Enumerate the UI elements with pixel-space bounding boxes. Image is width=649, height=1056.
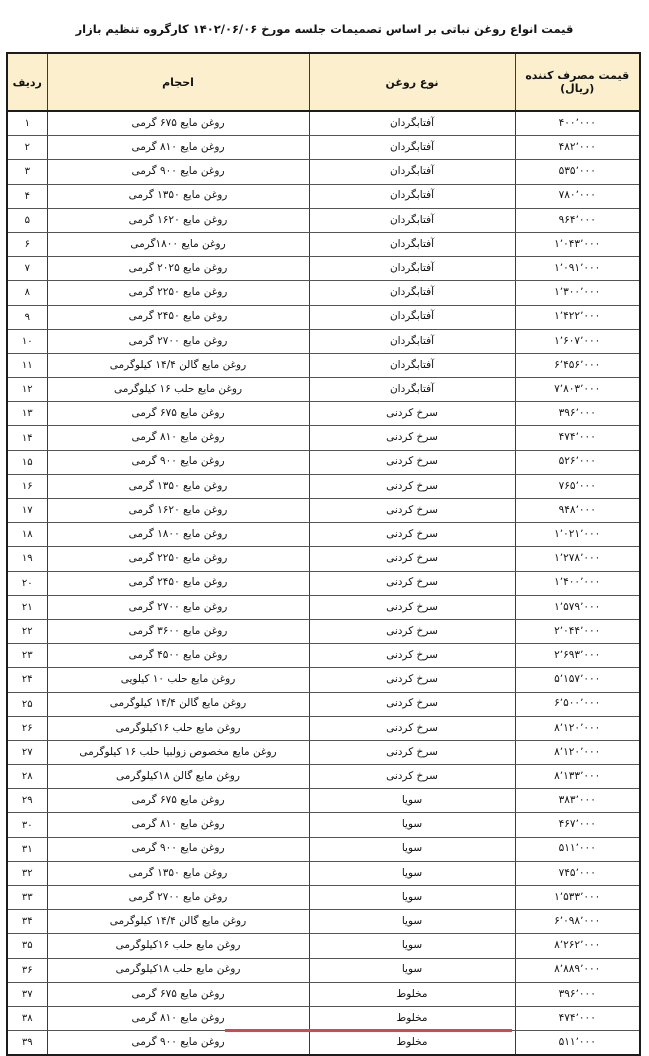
- cell-consumer-price: ۸٬۸۸۹٬۰۰۰: [515, 958, 640, 982]
- cell-oil-type: سرخ کردنی: [309, 547, 515, 571]
- cell-oil-type: سرخ کردنی: [309, 426, 515, 450]
- cell-oil-type: سرخ کردنی: [309, 450, 515, 474]
- table-row: [7, 668, 640, 692]
- cell-volume: روغن مایع حلب ۱۰ کیلویی: [47, 668, 309, 692]
- cell-oil-type: سرخ کردنی: [309, 668, 515, 692]
- cell-oil-type: آفتابگردان: [309, 305, 515, 329]
- table-row: [7, 329, 640, 353]
- price-table-container: [8, 52, 641, 1056]
- cell-row-number: ۱۵: [7, 450, 47, 474]
- cell-row-number: ۲۷: [7, 740, 47, 764]
- table-row: [7, 813, 640, 837]
- cell-consumer-price: ۹۴۸٬۰۰۰: [515, 499, 640, 523]
- cell-row-number: ۲: [7, 136, 47, 160]
- column-header-row-number: ردیف: [7, 53, 47, 111]
- cell-row-number: ۵: [7, 208, 47, 232]
- table-header: [7, 53, 640, 111]
- cell-oil-type: سویا: [309, 934, 515, 958]
- cell-volume: روغن مایع ۱۶۲۰ گرمی: [47, 208, 309, 232]
- cell-row-number: ۶: [7, 232, 47, 256]
- cell-volume: روغن مایع حلب ۱۶ کیلوگرمی: [47, 378, 309, 402]
- table-row: [7, 1031, 640, 1056]
- column-header-oil-type: نوع روغن: [309, 53, 515, 111]
- cell-row-number: ۳۸: [7, 1006, 47, 1030]
- cell-oil-type: سرخ کردنی: [309, 765, 515, 789]
- cell-row-number: ۱۳: [7, 402, 47, 426]
- cell-volume: روغن مایع ۲۲۵۰ گرمی: [47, 281, 309, 305]
- cell-oil-type: آفتابگردان: [309, 378, 515, 402]
- column-header-consumer-price: قیمت مصرف کننده (ریال): [515, 53, 640, 111]
- cell-row-number: ۲۴: [7, 668, 47, 692]
- cell-consumer-price: ۵۳۵٬۰۰۰: [515, 160, 640, 184]
- cell-consumer-price: ۱٬۰۲۱٬۰۰۰: [515, 523, 640, 547]
- cell-consumer-price: ۱٬۰۹۱٬۰۰۰: [515, 257, 640, 281]
- cell-volume: روغن مایع ۱۶۲۰ گرمی: [47, 499, 309, 523]
- cell-row-number: ۸: [7, 281, 47, 305]
- cell-consumer-price: ۱٬۰۴۳٬۰۰۰: [515, 232, 640, 256]
- cell-consumer-price: ۸٬۱۲۰٬۰۰۰: [515, 716, 640, 740]
- cell-consumer-price: ۶٬۵۰۰٬۰۰۰: [515, 692, 640, 716]
- cell-oil-type: سویا: [309, 813, 515, 837]
- cell-volume: روغن مایع مخصوص زولبیا حلب ۱۶ کیلوگرمی: [47, 740, 309, 764]
- cell-consumer-price: ۸٬۱۲۰٬۰۰۰: [515, 740, 640, 764]
- cell-oil-type: مخلوط: [309, 1031, 515, 1056]
- cell-consumer-price: ۲٬۰۴۴٬۰۰۰: [515, 619, 640, 643]
- cell-oil-type: سویا: [309, 958, 515, 982]
- cell-row-number: ۱۰: [7, 329, 47, 353]
- cell-consumer-price: ۱٬۴۰۰٬۰۰۰: [515, 571, 640, 595]
- table-row: [7, 281, 640, 305]
- cell-row-number: ۴: [7, 184, 47, 208]
- cell-oil-type: آفتابگردان: [309, 329, 515, 353]
- cell-oil-type: آفتابگردان: [309, 353, 515, 377]
- cell-volume: روغن مایع ۸۱۰ گرمی: [47, 813, 309, 837]
- cell-consumer-price: ۱٬۳۰۰٬۰۰۰: [515, 281, 640, 305]
- table-row: [7, 450, 640, 474]
- cell-volume: روغن مایع گالن ۱۴/۴ کیلوگرمی: [47, 353, 309, 377]
- cell-oil-type: سرخ کردنی: [309, 740, 515, 764]
- cell-row-number: ۳۷: [7, 982, 47, 1006]
- cell-volume: روغن مایع ۹۰۰ گرمی: [47, 160, 309, 184]
- cell-consumer-price: ۵۱۱٬۰۰۰: [515, 837, 640, 861]
- cell-row-number: ۲۸: [7, 765, 47, 789]
- cell-oil-type: سرخ کردنی: [309, 644, 515, 668]
- cell-volume: روغن مایع ۱۸۰۰ گرمی: [47, 523, 309, 547]
- cell-consumer-price: ۶٬۴۵۶٬۰۰۰: [515, 353, 640, 377]
- cell-oil-type: آفتابگردان: [309, 208, 515, 232]
- table-row: [7, 474, 640, 498]
- cell-volume: روغن مایع ۱۳۵۰ گرمی: [47, 184, 309, 208]
- cell-row-number: ۳۵: [7, 934, 47, 958]
- cell-volume: روغن مایع ۲۷۰۰ گرمی: [47, 595, 309, 619]
- cell-consumer-price: ۶٬۰۹۸٬۰۰۰: [515, 910, 640, 934]
- cell-consumer-price: ۵۲۶٬۰۰۰: [515, 450, 640, 474]
- cell-oil-type: سرخ کردنی: [309, 523, 515, 547]
- table-row: [7, 208, 640, 232]
- cell-oil-type: سرخ کردنی: [309, 402, 515, 426]
- table-row: [7, 910, 640, 934]
- cell-oil-type: آفتابگردان: [309, 160, 515, 184]
- cell-consumer-price: ۱٬۶۰۷٬۰۰۰: [515, 329, 640, 353]
- cell-row-number: ۹: [7, 305, 47, 329]
- cell-row-number: ۲۰: [7, 571, 47, 595]
- table-row: [7, 644, 640, 668]
- cell-volume: روغن مایع ۹۰۰ گرمی: [47, 1031, 309, 1056]
- cell-consumer-price: ۱٬۲۷۸٬۰۰۰: [515, 547, 640, 571]
- cell-volume: روغن مایع ۶۷۵ گرمی: [47, 402, 309, 426]
- cell-row-number: ۳۱: [7, 837, 47, 861]
- table-row: [7, 305, 640, 329]
- cell-oil-type: سویا: [309, 886, 515, 910]
- cell-consumer-price: ۳۹۶٬۰۰۰: [515, 402, 640, 426]
- cell-row-number: ۱۲: [7, 378, 47, 402]
- table-row: [7, 716, 640, 740]
- cell-volume: روغن مایع ۲۲۵۰ گرمی: [47, 547, 309, 571]
- table-row: [7, 861, 640, 885]
- cell-volume: روغن مایع ۹۰۰ گرمی: [47, 450, 309, 474]
- cell-volume: روغن مایع ۳۶۰۰ گرمی: [47, 619, 309, 643]
- table-row: [7, 523, 640, 547]
- cell-row-number: ۲۹: [7, 789, 47, 813]
- cell-volume: روغن مایع حلب ۱۶کیلوگرمی: [47, 716, 309, 740]
- cell-volume: روغن مایع ۱۳۵۰ گرمی: [47, 861, 309, 885]
- cell-volume: روغن مایع ۶۷۵ گرمی: [47, 982, 309, 1006]
- table-row: [7, 378, 640, 402]
- table-row: [7, 184, 640, 208]
- cell-volume: روغن مایع ۱۸۰۰گرمی: [47, 232, 309, 256]
- table-row: [7, 837, 640, 861]
- cell-oil-type: آفتابگردان: [309, 136, 515, 160]
- table-row: [7, 499, 640, 523]
- table-row: [7, 232, 640, 256]
- table-body: [7, 111, 640, 1055]
- cell-consumer-price: ۷٬۸۰۳٬۰۰۰: [515, 378, 640, 402]
- cell-volume: روغن مایع ۲۷۰۰ گرمی: [47, 329, 309, 353]
- cell-consumer-price: ۵۱۱٬۰۰۰: [515, 1031, 640, 1056]
- cell-consumer-price: ۱٬۴۲۲٬۰۰۰: [515, 305, 640, 329]
- cell-oil-type: سویا: [309, 789, 515, 813]
- cell-row-number: ۱: [7, 111, 47, 136]
- cell-row-number: ۲۲: [7, 619, 47, 643]
- cell-consumer-price: ۱٬۵۷۹٬۰۰۰: [515, 595, 640, 619]
- cell-oil-type: مخلوط: [309, 1006, 515, 1030]
- cell-oil-type: سویا: [309, 837, 515, 861]
- cell-consumer-price: ۸٬۲۶۲٬۰۰۰: [515, 934, 640, 958]
- cell-row-number: ۳۰: [7, 813, 47, 837]
- cell-consumer-price: ۹۶۴٬۰۰۰: [515, 208, 640, 232]
- cell-volume: روغن مایع ۱۳۵۰ گرمی: [47, 474, 309, 498]
- cell-volume: روغن مایع گالن ۱۴/۴ کیلوگرمی: [47, 910, 309, 934]
- cell-oil-type: سرخ کردنی: [309, 692, 515, 716]
- cell-volume: روغن مایع گالن ۱۸کیلوگرمی: [47, 765, 309, 789]
- table-row: [7, 740, 640, 764]
- cell-oil-type: سرخ کردنی: [309, 619, 515, 643]
- cell-oil-type: سرخ کردنی: [309, 571, 515, 595]
- cell-oil-type: سویا: [309, 910, 515, 934]
- red-underline-marker: [225, 1029, 512, 1032]
- cell-consumer-price: ۴۷۴٬۰۰۰: [515, 1006, 640, 1030]
- cell-row-number: ۱۶: [7, 474, 47, 498]
- table-row: [7, 886, 640, 910]
- table-row: [7, 958, 640, 982]
- cell-row-number: ۱۴: [7, 426, 47, 450]
- cell-consumer-price: ۷۸۰٬۰۰۰: [515, 184, 640, 208]
- cell-volume: روغن مایع ۸۱۰ گرمی: [47, 1006, 309, 1030]
- cell-row-number: ۱۱: [7, 353, 47, 377]
- cell-oil-type: سرخ کردنی: [309, 595, 515, 619]
- cell-oil-type: سرخ کردنی: [309, 474, 515, 498]
- cell-oil-type: سرخ کردنی: [309, 716, 515, 740]
- cell-oil-type: سرخ کردنی: [309, 499, 515, 523]
- table-row: [7, 257, 640, 281]
- cell-consumer-price: ۴۰۰٬۰۰۰: [515, 111, 640, 136]
- cell-volume: روغن مایع ۶۷۵ گرمی: [47, 111, 309, 136]
- column-header-volume: احجام: [47, 53, 309, 111]
- cell-row-number: ۲۵: [7, 692, 47, 716]
- table-row: [7, 789, 640, 813]
- cell-volume: روغن مایع حلب ۱۶کیلوگرمی: [47, 934, 309, 958]
- table-row: [7, 402, 640, 426]
- cell-row-number: ۲۳: [7, 644, 47, 668]
- cell-consumer-price: ۳۸۳٬۰۰۰: [515, 789, 640, 813]
- cell-row-number: ۲۶: [7, 716, 47, 740]
- cell-consumer-price: ۳۹۶٬۰۰۰: [515, 982, 640, 1006]
- cell-volume: روغن مایع ۲۰۲۵ گرمی: [47, 257, 309, 281]
- cell-volume: روغن مایع ۲۴۵۰ گرمی: [47, 571, 309, 595]
- cell-consumer-price: ۵٬۱۵۷٬۰۰۰: [515, 668, 640, 692]
- table-row: [7, 982, 640, 1006]
- table-row: [7, 571, 640, 595]
- cell-oil-type: مخلوط: [309, 982, 515, 1006]
- cell-consumer-price: ۲٬۶۹۳٬۰۰۰: [515, 644, 640, 668]
- cell-volume: روغن مایع حلب ۱۸کیلوگرمی: [47, 958, 309, 982]
- cell-row-number: ۳۲: [7, 861, 47, 885]
- cell-row-number: ۳۹: [7, 1031, 47, 1056]
- table-row: [7, 353, 640, 377]
- cell-row-number: ۲۱: [7, 595, 47, 619]
- table-row: [7, 111, 640, 136]
- cell-volume: روغن مایع ۶۷۵ گرمی: [47, 789, 309, 813]
- table-row: [7, 765, 640, 789]
- cell-volume: روغن مایع ۲۴۵۰ گرمی: [47, 305, 309, 329]
- cell-row-number: ۱۸: [7, 523, 47, 547]
- cell-oil-type: آفتابگردان: [309, 257, 515, 281]
- cell-row-number: ۳۶: [7, 958, 47, 982]
- cell-volume: روغن مایع ۸۱۰ گرمی: [47, 426, 309, 450]
- cell-row-number: ۱۷: [7, 499, 47, 523]
- cell-oil-type: آفتابگردان: [309, 232, 515, 256]
- cell-oil-type: آفتابگردان: [309, 281, 515, 305]
- table-row: [7, 136, 640, 160]
- cell-row-number: ۱۹: [7, 547, 47, 571]
- cell-oil-type: آفتابگردان: [309, 184, 515, 208]
- table-row: [7, 426, 640, 450]
- cell-volume: روغن مایع ۸۱۰ گرمی: [47, 136, 309, 160]
- table-row: [7, 160, 640, 184]
- table-row: [7, 619, 640, 643]
- cell-row-number: ۷: [7, 257, 47, 281]
- table-row: [7, 547, 640, 571]
- page-title: قیمت انواع روغن نباتی بر اساس تصمیمات جلسه مورخ ۱۴۰۲/۰۶/۰۶ کارگروه تنظیم بازار: [75, 22, 574, 36]
- table-row: [7, 1006, 640, 1030]
- cell-volume: روغن مایع ۲۷۰۰ گرمی: [47, 886, 309, 910]
- cell-row-number: ۳۴: [7, 910, 47, 934]
- cell-consumer-price: ۷۶۵٬۰۰۰: [515, 474, 640, 498]
- cell-consumer-price: ۱٬۵۳۳٬۰۰۰: [515, 886, 640, 910]
- cell-volume: روغن مایع گالن ۱۴/۴ کیلوگرمی: [47, 692, 309, 716]
- cell-consumer-price: ۴۸۲٬۰۰۰: [515, 136, 640, 160]
- cell-oil-type: آفتابگردان: [309, 111, 515, 136]
- table-row: [7, 934, 640, 958]
- cell-consumer-price: ۷۴۵٬۰۰۰: [515, 861, 640, 885]
- table-row: [7, 692, 640, 716]
- cell-row-number: ۳: [7, 160, 47, 184]
- cell-volume: روغن مایع ۴۵۰۰ گرمی: [47, 644, 309, 668]
- cell-consumer-price: ۴۶۷٬۰۰۰: [515, 813, 640, 837]
- table-header-row: [7, 53, 640, 111]
- cell-volume: روغن مایع ۹۰۰ گرمی: [47, 837, 309, 861]
- cell-row-number: ۳۳: [7, 886, 47, 910]
- table-row: [7, 595, 640, 619]
- vegetable-oil-price-table: [6, 52, 641, 1056]
- cell-consumer-price: ۴۷۴٬۰۰۰: [515, 426, 640, 450]
- cell-consumer-price: ۸٬۱۳۳٬۰۰۰: [515, 765, 640, 789]
- cell-oil-type: سویا: [309, 861, 515, 885]
